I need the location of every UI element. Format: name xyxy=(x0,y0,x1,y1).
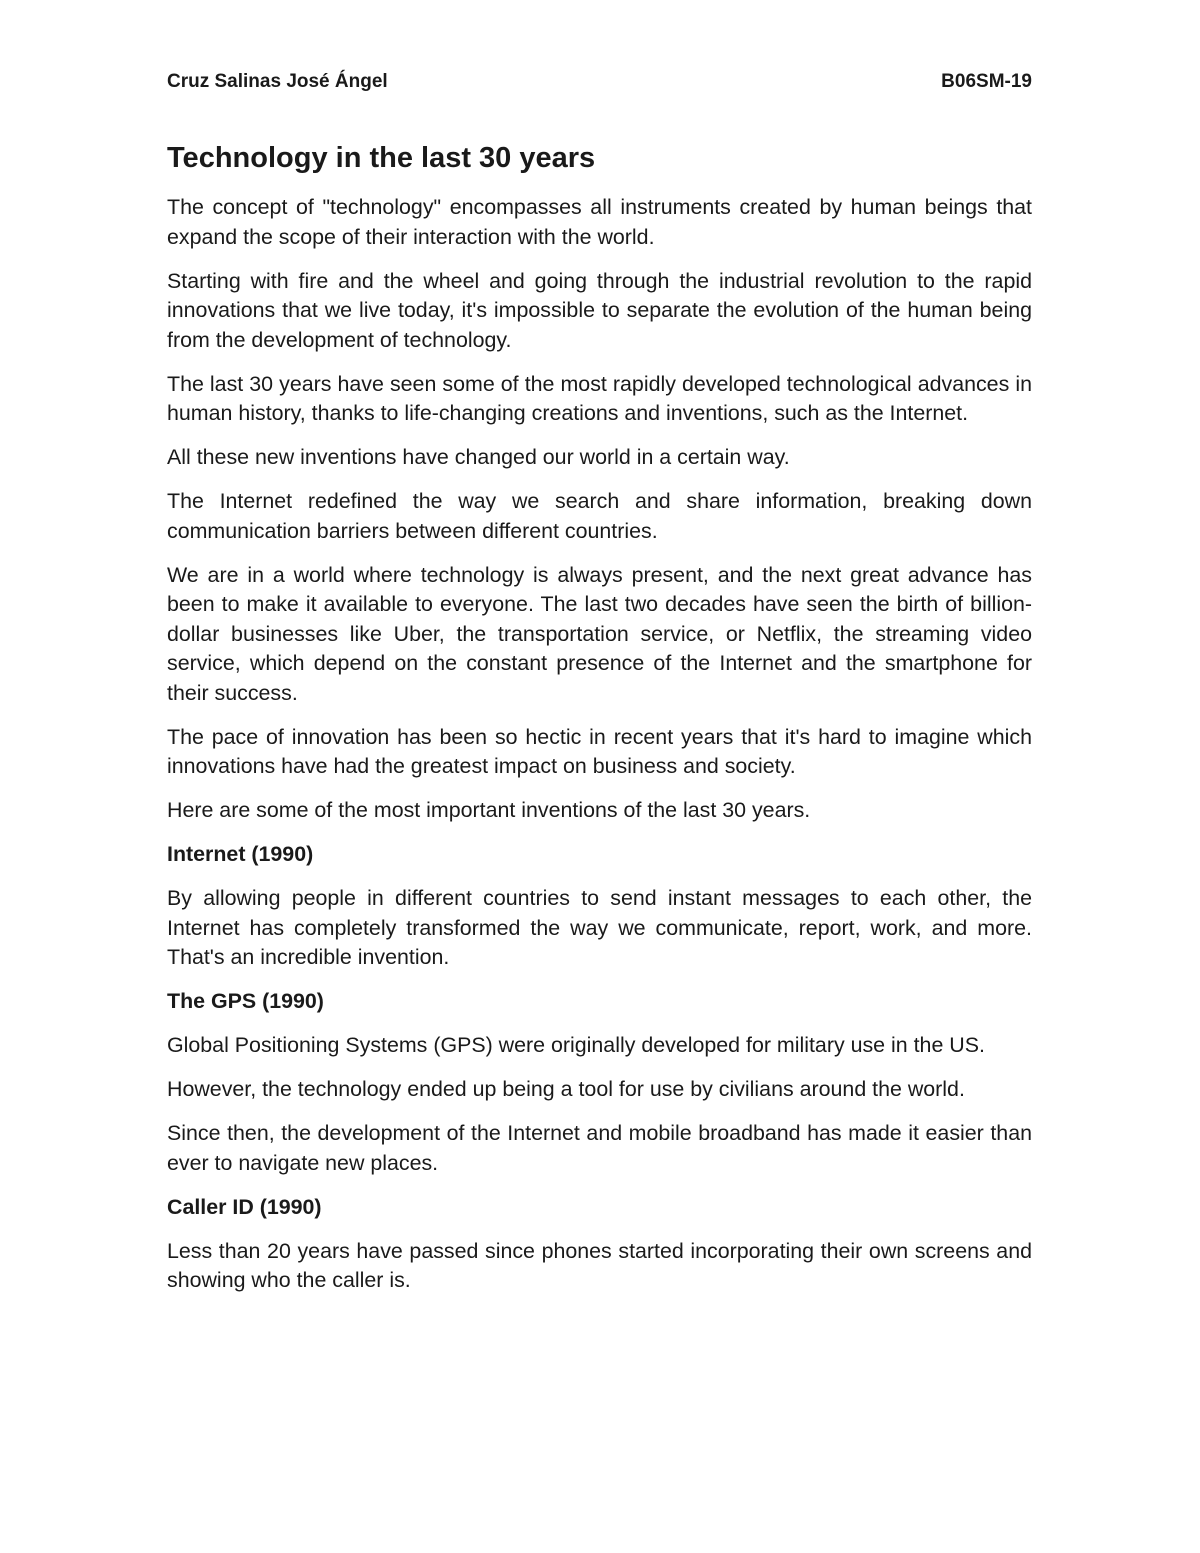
section-heading-gps: The GPS (1990) xyxy=(167,989,324,1013)
paragraph: We are in a world where technology is always present, and the next great advance has been to make it available to everyone. The last two decades have seen the birth of billion-dollar businesses like Uber, the transportation service, or Netflix, the streaming video service, which depend on the constant presence of the Internet and the smartphone for their success. xyxy=(167,562,1032,705)
section-heading-caller-id: Caller ID (1990) xyxy=(167,1194,322,1219)
paragraph: The Internet redefined the way we search and share information, breaking down communication barriers between different countries. xyxy=(167,489,1032,543)
paragraph: The pace of innovation has been so hectic in recent years that it's hard to imagine which innovations have had the greatest impact on business and society. xyxy=(167,724,1032,778)
author-name: Cruz Salinas José Ángel xyxy=(167,71,388,92)
course-code: B06SM-19 xyxy=(941,71,1032,92)
paragraph: The last 30 years have seen some of the most rapidly developed technological advances in human history, thanks to life-changing creations and inventions, such as the Internet. xyxy=(167,371,1032,425)
paragraph: The concept of "technology" encompasses all instruments created by human beings that expand the scope of their interaction with the world. xyxy=(167,195,1032,249)
page-header xyxy=(167,70,1032,94)
paragraph: Starting with fire and the wheel and going through the industrial revolution to the rapid innovations that we live today, it's impossible to separate the evolution of the human being from the development of technology. xyxy=(167,268,1032,352)
paragraph: Global Positioning Systems (GPS) were originally developed for military use in the US. xyxy=(167,1033,985,1057)
document-body xyxy=(167,193,1032,1310)
paragraph: By allowing people in different countries to send instant messages to each other, the Internet has completely transformed the way we communicate, report, work, and more. That's an incredible invention. xyxy=(167,886,1032,969)
paragraph: Since then, the development of the Internet and mobile broadband has made it easier than ever to navigate new places. xyxy=(167,1121,1032,1175)
document-title: Technology in the last 30 years xyxy=(167,142,596,174)
section-heading-internet: Internet (1990) xyxy=(167,842,314,866)
paragraph: Here are some of the most important inventions of the last 30 years. xyxy=(167,798,811,822)
paragraph: All these new inventions have changed our world in a certain way. xyxy=(167,445,790,469)
paragraph: However, the technology ended up being a tool for use by civilians around the world. xyxy=(167,1077,965,1101)
paragraph: Less than 20 years have passed since phones started incorporating their own screens and showing who the caller is. xyxy=(167,1238,1032,1292)
